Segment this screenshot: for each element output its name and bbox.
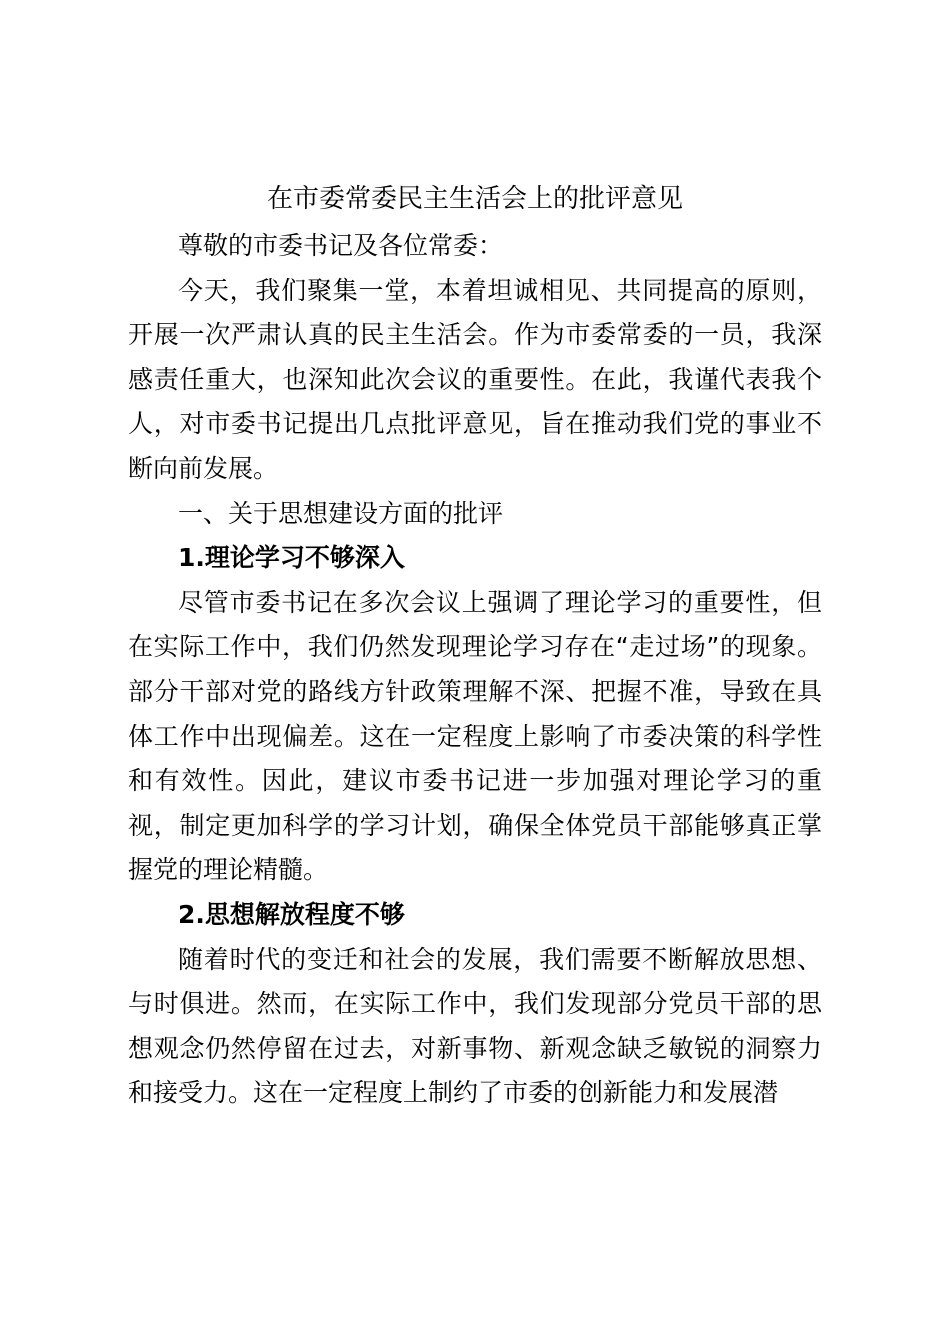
paragraph-1: 尽管市委书记在多次会议上强调了理论学习的重要性，但在实际工作中，我们仍然发现理论学习存在“走过场”的现象。部分干部对党的路线方针政策理解不深、把握不准，导致在具体工作中出现偏差。这在一定程度上影响了市委决策的科学性和有效性。因此，建议市委书记进一步加强对理论学习的重视，制定更加科学的学习计划，确保全体党员干部能够真正掌握党的理论精髓。 (128, 587, 822, 885)
paragraph-2: 随着时代的变迁和社会的发展，我们需要不断解放思想、与时俱进。然而，在实际工作中，我们发现部分党员干部的思想观念仍然停留在过去，对新事物、新观念缺乏敏锐的洞察力和接受力。这在一定程度上制约了市委的创新能力和发展潜 (128, 944, 822, 1108)
subheading-1: 1.理论学习不够深入 (178, 543, 405, 573)
salutation: 尊敬的市委书记及各位常委： (178, 231, 504, 260)
subheading-2: 2.思想解放程度不够 (178, 899, 405, 929)
document-title: 在市委常委民主生活会上的批评意见 (266, 184, 683, 214)
section-heading-1: 一、关于思想建设方面的批评 (178, 498, 504, 528)
intro-paragraph: 今天，我们聚集一堂，本着坦诚相见、共同提高的原则，开展一次严肃认真的民主生活会。作为市委常委的一员，我深感责任重大，也深知此次会议的重要性。在此，我谨代表我个人，对市委书记提出几点批评意见，旨在推动我们党的事业不断向前发展。 (128, 275, 822, 483)
document-page (128, 178, 822, 1116)
